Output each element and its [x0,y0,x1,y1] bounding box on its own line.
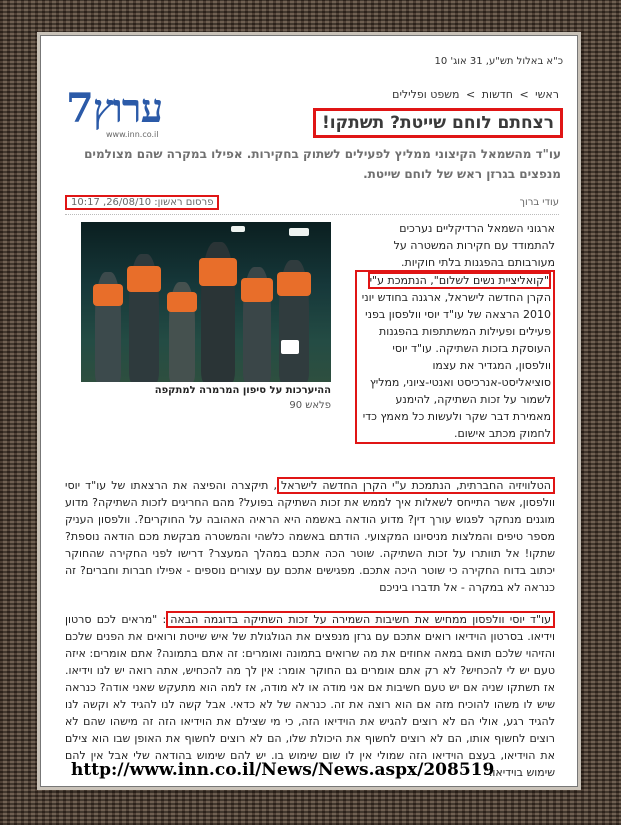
highlight-silence-example: עו"ד יוסי וולפסון ממחיש את חשיבות השמירה על זכות השתיקה בדוגמה הבאה [166,611,555,628]
article-subheadline: עו"ד מהשמאל הקיצוני ממליץ לפעילים לשתוק בחקירות. אפילו במקרה שהם מצולמים מנפצים בגרזן ראש של לוחם שייטת. [84,147,561,181]
photo-label-patch [281,340,299,354]
photo-life-vest [93,284,123,306]
source-url[interactable]: http://www.inn.co.il/News/News.aspx/208519 [71,760,495,780]
photo-life-vest [241,278,273,302]
breadcrumb-separator: > [466,88,476,101]
header-divider [65,214,559,215]
photo-caption: ההיערכות על סיפון המרמרה למתקפה [154,385,331,396]
logo-url: www.inn.co.il [106,130,159,139]
article-page [51,44,567,778]
site-logo[interactable] [66,85,163,139]
photo-life-vest [127,266,161,292]
photo-deck-light [231,226,245,232]
article-author: עודי ברוך [519,197,559,208]
article-headline: רצחתם לוחם שייטת? תשתקו! [313,108,563,138]
paragraph-1 [355,220,555,444]
paragraph-1-boxed-start: "קואליציית נשים לשלום", הנתמכת ע"י [369,274,549,287]
article-publish-date: פרסום ראשון: 26/08/10, 10:17 [65,195,219,210]
breadcrumb [392,88,559,101]
photo-credit: פלאש 90 [289,400,331,411]
clipping-frame [40,35,578,787]
breadcrumb-news[interactable]: חדשות [481,88,513,101]
breadcrumb-law[interactable]: משפט ופלילים [392,88,460,101]
header-date: כ"א באלול תש"ע, 31 אוג' 10 [434,56,563,67]
photo-life-vest [167,292,197,312]
photo-life-vest [199,258,237,286]
paragraph-2-rest: , תיקצרה והפיצה את הרצאתו של עו"ד יוסי וולפסון, אשר התייחס לשאלות איך לממש את זכות השתיקה בפועל? מהם החריגים לזכות השתיקה? מדוע מוגנים מנחקר לפגוש עורך דין? מדוע הודאה באשמה היא הראיה האהובה על החוקרים?. וולפסון העניק מספר טיפים והמלצות מניסיונו המקצועי. הודתם באשמה כלשהי והמשטרה מבקשת מכם הודאה נוספת? שתקו! אל תוותרו על זכות השתיקה. שוטר הכה אתכם במהלך המעצר? דרישו לפני החקירה שהחוקר יכתוב בדוח החקירה כי שוטר היכה אתכם. מפגישים אתכם עם עצורים נוספים - אפילו חברות וחברים? זה כנראה לא במקרה - אל תדברו ביניכם [65,479,555,594]
logo-text: ערוץ7 [66,85,163,132]
breadcrumb-home[interactable]: ראשי [535,88,559,101]
article-photo [81,222,331,382]
paragraph-2 [65,477,555,596]
paragraph-1-lead: ארגוני השמאל הרדיקליים נערכים להתמודד עם חקירות המשטרה על מעורבותם בהפגנות בלתי חוקיות. [393,222,555,269]
photo-life-vest [277,272,311,296]
highlight-new-israel-fund: הטלוויזיה החברתית, הנתמכת ע"י הקרן החדשה לישראל [277,477,555,494]
photo-deck-light [289,228,309,236]
paragraph-3-rest: : "מראים לכם סרטון וידיאו. בסרטון הוידיאו רואים אתכם עם גרזן מנפצים את הגולגולת של איש שייטת ורואים את הפנים שלכם והזיהוי שלכם תואם במאה אחוזים את מה שרואים בתמונה ואומרים: זה אתם בתמונה? אתם אומרים: איזה טעם יש לי להכחיש? לא רק אתם אומרים גם החוקר אומר: אין לך מה להכחיש, אתה רואה יש לנו וידיאו. אז תשתקו שניה אם יש טעם חשיבות אם אני מודה או לא מודה, אז למה הוא מתעקש שאני אודה? כנראה שיש לו משהו להוכיח מזה אם הוא רוצה את זה. כנראה של לא כדאי. אבל קשה לנו להגיד לא וקשה לנו להגיד רגע, אולי הם לא רוצים להגיש את הוידיאו הזה, כי מי שצילם את הוידיאו הזה זה מישהו שהם לא רוצים לחשוף אותו, הם לא רוצים לחשוף את היכולת שלו, הם לא רוצים לחשוף את האופן שבו הוא צילם את הוידיאו, בעצם הוידיאו הזה שמולי אין לו שום שימוש בו. יש להם שימוש בהודאה שלי אבל אין להם שימוש בוידיאו." [65,613,555,779]
breadcrumb-separator: > [519,88,529,101]
paragraph-3 [65,611,555,781]
paragraph-1-rest: הקרן החדשה לישראל, ארגנה בחודש יוני 2010 הרצאה של עו"ד יוסי וולפסון בפני פעילים ופעילות המשתתפות בהפגנות העוסקת בזכות השתיקה. עו"ד יוסי וולפסון, המגדיר את עצמו סוציאליסט-אנרכיסט ואנטי-ציוני, ממליץ לשמור על זכות השתיקה, להימנע מאמירת דבר שקר ולעשות כל מאמץ כדי לחמוק מכתב אישום. [361,291,551,440]
highlight-box-coalition [355,270,555,444]
